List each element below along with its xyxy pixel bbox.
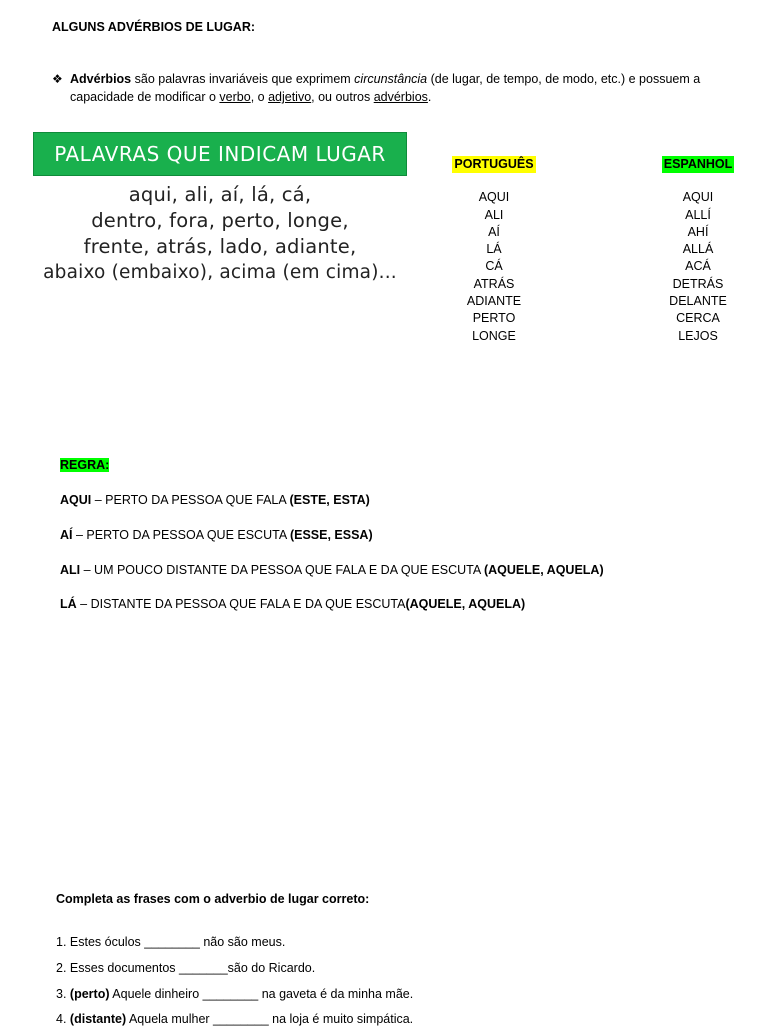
spanish-column [650, 156, 746, 345]
es-word: ALLÁ [682, 242, 714, 257]
link-adjetivo[interactable]: adjetivo [268, 90, 312, 104]
pt-word: AÍ [488, 224, 500, 239]
rule-line: AÍ – PERTO DA PESSOA QUE ESCUTA (ESSE, ESSA) [60, 528, 373, 542]
rule-line: AQUI – PERTO DA PESSOA QUE FALA (ESTE, ESTA) [60, 493, 370, 507]
intro-text: são palavras invariáveis que exprimem [131, 72, 355, 86]
rule-line: LÁ – DISTANTE DA PESSOA QUE FALA E DA QUE ESCUTA(AQUELE, AQUELA) [60, 597, 526, 611]
exercise-title: Completa as frases com o adverbio de lugar correto: [56, 892, 370, 906]
link-adverbios[interactable]: advérbios [373, 90, 428, 104]
portuguese-header: PORTUGUÊS [452, 156, 535, 173]
intro-italic-word: circunstância [354, 72, 428, 86]
image-banner: PALAVRAS QUE INDICAM LUGAR [33, 132, 407, 176]
pt-word: ALI [484, 207, 504, 222]
es-word: AQUI [682, 190, 714, 205]
exercise-item: 4. (distante) Aquela mulher ________ na loja é muito simpática. [56, 1012, 414, 1026]
es-word: ALLÍ [685, 207, 711, 222]
link-verbo[interactable]: verbo [219, 90, 251, 104]
intro-text: , ou outros [311, 90, 374, 104]
es-word: AHÍ [687, 224, 709, 239]
pt-word: PERTO [472, 311, 516, 326]
document-title: ALGUNS ADVÉRBIOS DE LUGAR: [52, 20, 256, 34]
es-word: CERCA [676, 311, 720, 326]
pt-word: LÁ [486, 242, 502, 257]
portuguese-column [448, 156, 540, 345]
pt-word: AQUI [478, 190, 510, 205]
intro-text: , o [250, 90, 269, 104]
es-word: DETRÁS [672, 276, 724, 291]
pt-word: LONGE [472, 328, 516, 343]
es-word: LEJOS [678, 328, 718, 343]
spanish-header: ESPANHOL [662, 156, 735, 173]
rule-heading: REGRA: [60, 458, 110, 472]
diamond-bullet-icon: ❖ [52, 72, 63, 86]
intro-text: . [427, 90, 432, 104]
image-line: abaixo (embaixo), acima (em cima)... [43, 262, 397, 283]
pt-word: ADIANTE [466, 294, 522, 309]
exercise-item: 1. Estes óculos ________ não são meus. [56, 935, 286, 949]
image-word-list [33, 182, 407, 286]
pt-word: ATRÁS [473, 276, 515, 291]
intro-paragraph [52, 70, 732, 106]
exercise-item: 3. (perto) Aquele dinheiro ________ na gaveta é da minha mãe. [56, 987, 414, 1001]
es-word: DELANTE [669, 294, 727, 309]
intro-text: (de lugar, de tempo, de modo, etc.) e possuem a capacidade de modificar o [70, 72, 701, 104]
image-line: dentro, fora, perto, longe, [91, 209, 349, 232]
es-word: ACÁ [685, 259, 711, 274]
image-line: frente, atrás, lado, adiante, [83, 235, 357, 258]
intro-bold-word: Advérbios [70, 72, 132, 86]
pt-word: CÁ [485, 259, 503, 274]
image-line: aqui, ali, aí, lá, cá, [128, 183, 312, 206]
rule-line: ALI – UM POUCO DISTANTE DA PESSOA QUE FALA E DA QUE ESCUTA (AQUELE, AQUELA) [60, 563, 604, 577]
exercise-item: 2. Esses documentos _______são do Ricardo. [56, 961, 316, 975]
